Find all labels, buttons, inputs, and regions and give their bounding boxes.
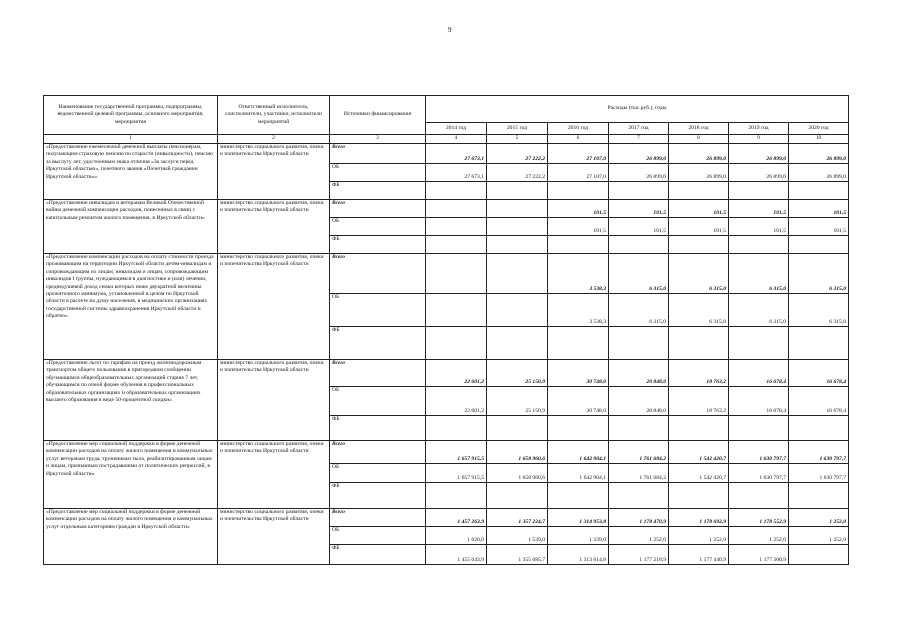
executor-cell: министерство социального развития, опеки и попечительства Иркутской области xyxy=(218,441,330,509)
amount-cell: 16 678,4 xyxy=(729,360,789,387)
amount-cell xyxy=(426,327,487,360)
amount-cell xyxy=(789,182,849,200)
amount-cell: 1 642 904,1 xyxy=(548,441,609,464)
header-year: 2019 год xyxy=(729,123,789,135)
funding-source-cell: ОБ xyxy=(330,527,426,545)
amount-cell: 27 107,0 xyxy=(548,164,609,182)
amount-cell xyxy=(789,545,849,565)
column-number: 8 xyxy=(669,135,729,144)
amount-cell: 6 315,0 xyxy=(669,254,729,294)
amount-cell xyxy=(609,416,669,441)
amount-cell: 101,5 xyxy=(609,218,669,236)
executor-cell: министерство социального развития, опеки и попечительства Иркутской области xyxy=(218,144,330,200)
amount-cell: 1 539,0 xyxy=(487,527,548,545)
amount-cell: 1 252,0 xyxy=(729,527,789,545)
amount-cell xyxy=(669,182,729,200)
amount-cell: 6 315,0 xyxy=(609,294,669,327)
amount-cell: 1 357 224,7 xyxy=(487,509,548,527)
amount-cell: 1 620,0 xyxy=(426,527,487,545)
amount-cell xyxy=(487,182,548,200)
amount-cell xyxy=(548,236,609,254)
funding-source-cell: ОБ xyxy=(330,218,426,236)
amount-cell: 1 252,0 xyxy=(789,527,849,545)
amount-cell: 1 658 960,6 xyxy=(487,441,548,464)
column-number: 7 xyxy=(609,135,669,144)
column-number: 6 xyxy=(548,135,609,144)
amount-cell: 26 899,0 xyxy=(789,164,849,182)
amount-cell: 1 642 904,1 xyxy=(548,464,609,483)
amount-cell: 27 107,0 xyxy=(548,144,609,164)
amount-cell: 101,5 xyxy=(729,200,789,218)
amount-cell: 101,5 xyxy=(789,200,849,218)
column-number: 3 xyxy=(330,135,426,144)
executor-cell: министерство социального развития, опеки и попечительства Иркутской области xyxy=(218,509,330,565)
column-number: 10 xyxy=(789,135,849,144)
amount-cell: 101,5 xyxy=(609,200,669,218)
amount-cell: 16 678,4 xyxy=(789,360,849,387)
amount-cell xyxy=(789,416,849,441)
amount-cell: 3 538,3 xyxy=(548,294,609,327)
program-name-cell: «Предоставление компенсации расходов на оплату стоимости проезда проживающим на территории Иркутской области детям-инвалидам и сопровождающим их лицам, инвалидам и лицам, сопровождающим инвалидов I группы, нуждающимся в диагностике и (или) лечении, среднедушевой доход семьи которых ниже двукратной величины прожиточного минимума, установленной в целом по Иркутской области в расчете на душу населения, в медицинских организациях государственной системы здравоохранения Иркутской области и обратно» xyxy=(44,254,218,360)
amount-cell: 22 601,2 xyxy=(426,387,487,416)
amount-cell: 1 177 218,9 xyxy=(609,545,669,565)
amount-cell xyxy=(487,200,548,218)
funding-source-cell: ОБ xyxy=(330,387,426,416)
table-row xyxy=(44,360,849,387)
column-number: 4 xyxy=(426,135,487,144)
amount-cell: 1 761 684,2 xyxy=(609,464,669,483)
amount-cell: 20 848,0 xyxy=(609,360,669,387)
amount-cell: 101,5 xyxy=(548,200,609,218)
amount-cell: 22 601,2 xyxy=(426,360,487,387)
amount-cell xyxy=(729,182,789,200)
funding-source-cell: Всего xyxy=(330,441,426,464)
amount-cell xyxy=(609,182,669,200)
amount-cell xyxy=(609,327,669,360)
amount-cell xyxy=(487,236,548,254)
amount-cell: 16 678,4 xyxy=(729,387,789,416)
budget-table xyxy=(43,95,849,565)
amount-cell: 101,5 xyxy=(548,218,609,236)
amount-cell: 1 630 797,7 xyxy=(789,441,849,464)
amount-cell: 1 339,0 xyxy=(548,527,609,545)
column-number: 5 xyxy=(487,135,548,144)
funding-source-cell: Всего xyxy=(330,200,426,218)
amount-cell: 26 899,0 xyxy=(669,164,729,182)
amount-cell xyxy=(729,236,789,254)
funding-source-cell: ФБ xyxy=(330,327,426,360)
funding-source-cell: Всего xyxy=(330,144,426,164)
header-source: Источники финансирования xyxy=(330,96,426,135)
amount-cell: 6 315,0 xyxy=(729,254,789,294)
amount-cell: 27 673,1 xyxy=(426,144,487,164)
header-year: 2015 год xyxy=(487,123,548,135)
amount-cell: 3 538,3 xyxy=(548,254,609,294)
amount-cell: 1 542 420,7 xyxy=(669,464,729,483)
header-year: 2016 год xyxy=(548,123,609,135)
column-number: 1 xyxy=(44,135,218,144)
amount-cell xyxy=(548,182,609,200)
amount-cell: 1 630 797,7 xyxy=(789,464,849,483)
funding-source-cell: ОБ xyxy=(330,294,426,327)
amount-cell: 16 678,4 xyxy=(789,387,849,416)
program-name-cell: «Предоставление мер социальной поддержки в форме денежной компенсации расходов на оплату жилого помещения и коммунальных услуг отдельным категориям граждан в Иркутской области» xyxy=(44,509,218,565)
amount-cell: 27 673,1 xyxy=(426,164,487,182)
amount-cell xyxy=(669,483,729,509)
amount-cell: 26 899,0 xyxy=(609,144,669,164)
header-executor: Ответственный исполнитель, соисполнители, участники, исполнители мероприятий xyxy=(218,96,330,135)
amount-cell xyxy=(426,200,487,218)
amount-cell: 1 314 953,8 xyxy=(548,509,609,527)
amount-cell: 1 630 797,7 xyxy=(729,441,789,464)
amount-cell: 27 222,2 xyxy=(487,144,548,164)
amount-cell xyxy=(426,236,487,254)
amount-cell xyxy=(548,327,609,360)
amount-cell xyxy=(669,236,729,254)
amount-cell: 30 748,0 xyxy=(548,360,609,387)
amount-cell xyxy=(789,327,849,360)
table-header xyxy=(44,96,849,144)
amount-cell xyxy=(487,416,548,441)
amount-cell xyxy=(487,294,548,327)
funding-source-cell: ФБ xyxy=(330,416,426,441)
executor-cell: министерство социального развития, опеки и попечительства Иркутской области xyxy=(218,360,330,441)
amount-cell: 101,5 xyxy=(729,218,789,236)
table-row xyxy=(44,254,849,294)
amount-cell xyxy=(426,416,487,441)
amount-cell: 25 150,9 xyxy=(487,360,548,387)
amount-cell xyxy=(729,327,789,360)
amount-cell xyxy=(669,416,729,441)
amount-cell: 101,5 xyxy=(669,218,729,236)
header-program: Наименование государственной программы, подпрограммы, ведомственной целевой программы, основного мероприятия, мероприятия xyxy=(44,96,218,135)
amount-cell: 26 899,0 xyxy=(789,144,849,164)
amount-cell: 6 315,0 xyxy=(729,294,789,327)
amount-cell: 1 177 440,9 xyxy=(669,545,729,565)
header-year: 2014 год xyxy=(426,123,487,135)
amount-cell xyxy=(487,327,548,360)
executor-cell: министерство социального развития, опеки и попечительства Иркутской области xyxy=(218,254,330,360)
header-expenses: Расходы (тыс.руб.), годы xyxy=(426,96,849,123)
funding-source-cell: ФБ xyxy=(330,236,426,254)
amount-cell: 1 658 960,6 xyxy=(487,464,548,483)
amount-cell xyxy=(729,483,789,509)
amount-cell xyxy=(609,483,669,509)
amount-cell: 1 178 470,9 xyxy=(609,509,669,527)
funding-source-cell: Всего xyxy=(330,360,426,387)
header-year: 2020 год xyxy=(789,123,849,135)
amount-cell xyxy=(729,416,789,441)
amount-cell: 1 355 685,7 xyxy=(487,545,548,565)
program-name-cell: «Предоставление льгот по тарифам на проезд железнодорожным транспортом общего пользования в пригородном сообщении обучающимся общеобразовательных организаций старше 7 лет, обучающимся по очной форме обучения в профессиональных образовательных организациях и образовательных организациях высшего образования в виде 50-процентной скидки» xyxy=(44,360,218,441)
table-body xyxy=(44,144,849,565)
executor-cell: министерство социального развития, опеки и попечительства Иркутской области xyxy=(218,200,330,254)
amount-cell: 1 252,0 xyxy=(609,527,669,545)
amount-cell xyxy=(426,254,487,294)
amount-cell: 26 899,0 xyxy=(729,144,789,164)
amount-cell xyxy=(548,483,609,509)
funding-source-cell: ФБ xyxy=(330,483,426,509)
page-number: 9 xyxy=(448,26,452,34)
amount-cell: 101,5 xyxy=(789,218,849,236)
amount-cell: 1 657 915,5 xyxy=(426,464,487,483)
amount-cell xyxy=(609,236,669,254)
amount-cell xyxy=(669,327,729,360)
funding-source-cell: ФБ xyxy=(330,545,426,565)
amount-cell xyxy=(426,294,487,327)
amount-cell: 18 763,2 xyxy=(669,360,729,387)
amount-cell: 6 315,0 xyxy=(609,254,669,294)
amount-cell: 20 848,0 xyxy=(609,387,669,416)
table-row xyxy=(44,441,849,464)
amount-cell: 18 763,2 xyxy=(669,387,729,416)
funding-source-cell: ОБ xyxy=(330,464,426,483)
amount-cell: 1 177 300,9 xyxy=(729,545,789,565)
amount-cell: 25 150,9 xyxy=(487,387,548,416)
amount-cell xyxy=(548,416,609,441)
amount-cell: 1 252,0 xyxy=(789,509,849,527)
header-year: 2017 год xyxy=(609,123,669,135)
funding-source-cell: Всего xyxy=(330,254,426,294)
amount-cell xyxy=(789,483,849,509)
amount-cell: 1 630 797,7 xyxy=(729,464,789,483)
amount-cell: 26 899,0 xyxy=(609,164,669,182)
amount-cell: 6 315,0 xyxy=(789,294,849,327)
program-name-cell: «Предоставление мер социальной поддержки в форме денежной компенсации расходов на оплату жилого помещения и коммунальных услуг ветеранам труда, труженикам тыла, реабилитированным лицам и лицам, признанным пострадавшими от политических репрессий, в Иркутской области» xyxy=(44,441,218,509)
amount-cell: 1 455 643,9 xyxy=(426,545,487,565)
amount-cell: 26 899,0 xyxy=(729,164,789,182)
program-name-cell: «Предоставление инвалидам и ветеранам Великой Отечественной войны денежной компенсации расходов, понесенных в связи с капитальным ремонтом жилого помещения, в Иркутской области» xyxy=(44,200,218,254)
amount-cell xyxy=(487,254,548,294)
header-year: 2018 год xyxy=(669,123,729,135)
column-number: 9 xyxy=(729,135,789,144)
amount-cell: 101,5 xyxy=(669,200,729,218)
table-row xyxy=(44,509,849,527)
amount-cell xyxy=(426,182,487,200)
amount-cell: 1 761 684,2 xyxy=(609,441,669,464)
amount-cell: 6 315,0 xyxy=(789,254,849,294)
amount-cell: 6 315,0 xyxy=(669,294,729,327)
table-row xyxy=(44,144,849,164)
program-name-cell: «Предоставление ежемесячной денежной выплаты пенсионерам, получающим страховую пенсию по старости (инвалидности), пенсию за выслугу лет, удостоенным знака отличия «За заслуги перед Иркутской областью», почетного звания «Почетный гражданин Иркутской области»» xyxy=(44,144,218,200)
amount-cell xyxy=(487,218,548,236)
funding-source-cell: Всего xyxy=(330,509,426,527)
amount-cell: 30 748,0 xyxy=(548,387,609,416)
amount-cell xyxy=(426,483,487,509)
amount-cell: 26 899,0 xyxy=(669,144,729,164)
column-number: 2 xyxy=(218,135,330,144)
amount-cell: 1 657 915,5 xyxy=(426,441,487,464)
amount-cell: 1 178 692,9 xyxy=(669,509,729,527)
amount-cell: 1 252,0 xyxy=(669,527,729,545)
table-row xyxy=(44,200,849,218)
amount-cell: 1 178 552,9 xyxy=(729,509,789,527)
amount-cell xyxy=(789,236,849,254)
amount-cell: 1 457 263,9 xyxy=(426,509,487,527)
amount-cell: 1 542 420,7 xyxy=(669,441,729,464)
funding-source-cell: ФБ xyxy=(330,182,426,200)
amount-cell xyxy=(426,218,487,236)
funding-source-cell: ОБ xyxy=(330,164,426,182)
amount-cell xyxy=(487,483,548,509)
amount-cell: 27 222,2 xyxy=(487,164,548,182)
amount-cell: 1 313 614,8 xyxy=(548,545,609,565)
